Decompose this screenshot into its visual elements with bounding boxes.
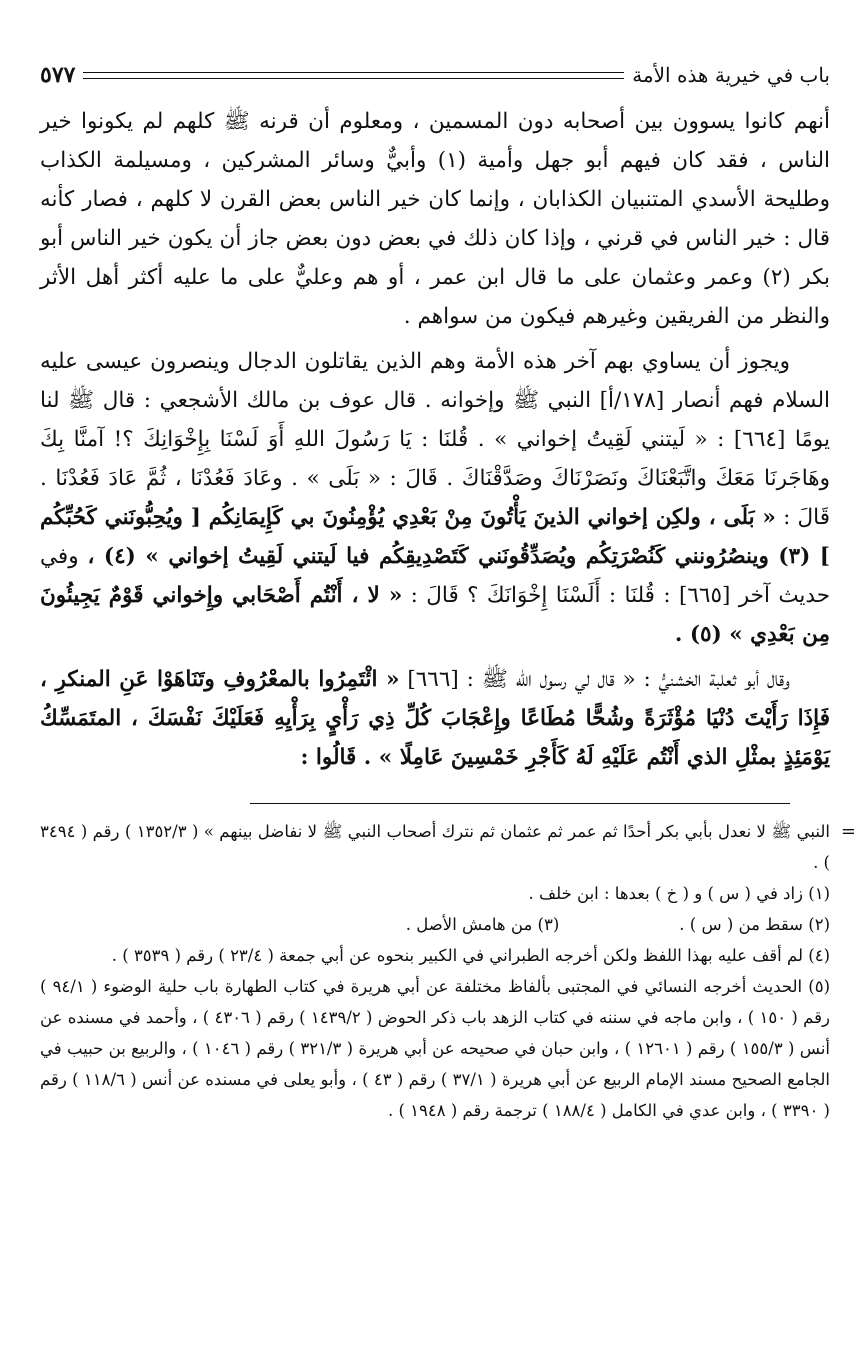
hadith-text: « ائْتَمِرُوا بالمعْرُوفِ وتَنَاهَوْا عَنِ المنكرِ ، فَإِذَا رَأَيْتَ دُنْيَا مُؤْثَرَةً وشُحًّا مُطَاعًا وإِعْجَابَ كُلِّ ذِي رَأْيٍ بِرَأْيِهِ فَعَلَيْكَ نَفْسَكَ ، المتَمَسِّكُ يَوْمَئِذٍ بمثْلِ الذي أَنْتُم عَلَيْهِ لَهُ كَأَجْرِ خَمْسِينَ عَامِلًا » . قَالُوا : — [40, 667, 830, 770]
running-title: باب في خيرية هذه الأمة — [632, 63, 830, 87]
text-segment: أنهم كانوا يسوون بين أصحابه دون المسمين ، ومعلوم أن قرنه ﷺ كلهم لم يكونوا خير الناس ، فقد كان فيهم أبو جهل وأمية (١) وأبيٌّ وسائر المشركين ، ومسيلمة الكذاب وطليحة الأسدي المتنبيان الكذابان ، وإنما كان خير الناس بعض القرن لا كلهم ، فصار كأنه قال : خير الناس في قرني ، وإذا كان ذلك في بعض دون بعض جاز أن يكون خير الناس أبو بكر (٢) وعمر وعثمان على ما قال ابن عمر ، أو هم وعليٌّ على ما عليه أكثر أهل الأثر والنظر من الفريقين وغيرهم فيكون من سواهم . — [40, 109, 830, 329]
main-text — [40, 102, 830, 777]
paragraph-1 — [40, 102, 830, 336]
text-segment: وفي حديث آخر [٦٦٥] : قُلنَا : أَلَسْنَا إِخْوَانَكَ ؟ قَالَ : — [40, 544, 830, 608]
continuation-mark: = — [840, 821, 856, 842]
header-double-rule — [83, 72, 624, 79]
footnote-2: (٢) سقط من ( س ) . — [679, 915, 830, 934]
paragraph-3 — [40, 660, 830, 777]
text-segment: وقال أبو ثعلبة الخشنيُّ : « قال لي رسول الله ﷺ : [٦٦٦] — [399, 667, 790, 692]
footnote-row — [40, 909, 830, 940]
footnote-separator — [250, 803, 790, 804]
footnote-5: (٥) الحديث أخرجه النسائي في المجتبى بألفاظ مختلفة عن أبي هريرة في كتاب الطهارة باب حلية الوضوء ( ٩٤/١ ) رقم ( ١٥٠ ) ، وابن ماجه في سننه في كتاب الزهد باب ذكر الحوض ( ١٤٣٩/٢ ) رقم ( ٤٣٠٦ ) ، وأحمد في مسنده عن أنس ( ١٥٥/٣ ) رقم ( ١٢٦٠١ ) ، وابن حبان في صحيحه عن أبي هريرة ( ٣٢١/٣ ) رقم ( ١٠٤٦ ) ، والربيع بن حبيب في الجامع الصحيح مسند الإمام الربيع عن أبي هريرة ( ٣٧/١ ) رقم ( ٤٣ ) ، وأبو يعلى في مسنده عن أنس ( ١١٨/٦ ) رقم ( ٣٣٩٠ ) ، وابن عدي في الكامل ( ١٨٨/٤ ) ترجمة رقم ( ١٩٤٨ ) . — [40, 977, 831, 1120]
footnote-1: (١) زاد في ( س ) و ( خ ) بعدها : ابن خلف . — [528, 884, 830, 903]
text-segment: ويجوز أن يساوي بهم آخر هذه الأمة وهم الذين يقاتلون الدجال وينصرون عيسى عليه السلام فهم أنصار [١٧٨/أ] النبي ﷺ وإخوانه . قال عوف بن مالك الأشجعي : قال ﷺ لنا يومًا [٦٦٤] : « لَيتني لَقِيتُ إخواني » . قُلنَا : يَا رَسُولَ اللهِ أَوَ لَسْنَا بِإِخْوَانِكَ ؟! آمنَّا بِكَ وهَاجَرنَا مَعَكَ واتَّبَعْنَاكَ ونَصَرْنَاكَ وصَدَّقْنَاكَ . قَالَ : « بَلَى » . وعَادَ فَعُدْنَا ، ثُمَّ عَادَ فَعُدْنَا . قَالَ : — [40, 349, 830, 530]
running-head — [40, 58, 830, 92]
footnote-4: (٤) لم أقف عليه بهذا اللفظ ولكن أخرجه الطبراني في الكبير بنحوه عن أبي جمعة ( ٢٣/٤ ) رقم ( ٣٥٣٩ ) . — [111, 946, 830, 965]
hadith-text: « بَلَى ، ولكِن إخواني الذينَ يَأْتُونَ مِنْ بَعْدِي يُؤْمِنُونَ بي كَإِيمَانِكُم [ ويُحِبُّونَني كَحُبِّكُم ] (٣) وينصُرُونني كَنُصْرَتِكُم ويُصَدِّقُونَني كَتَصْدِيقِكُم فيا لَيتني لَقِيتُ إخواني » (٤) ، — [40, 505, 830, 569]
paragraph-2 — [40, 342, 830, 654]
footnote-continuation: النبي ﷺ لا نعدل بأبي بكر أحدًا ثم عمر ثم عثمان ثم نترك أصحاب النبي ﷺ لا نفاضل بينهم » ( ١٣٥٢/٣ ) رقم ( ٣٤٩٤ ) . — [40, 822, 830, 872]
footnotes — [40, 816, 856, 1126]
footnote-3: (٣) من هامش الأصل . — [405, 915, 560, 934]
page-number: ٥٧٧ — [40, 62, 76, 88]
book-page — [40, 58, 856, 1338]
hadith-text: « لا ، أَنْتُم أَصْحَابي وإِخواني قَوْمٌ يَجِيئُونَ مِن بَعْدِي » (٥) . — [40, 583, 830, 647]
